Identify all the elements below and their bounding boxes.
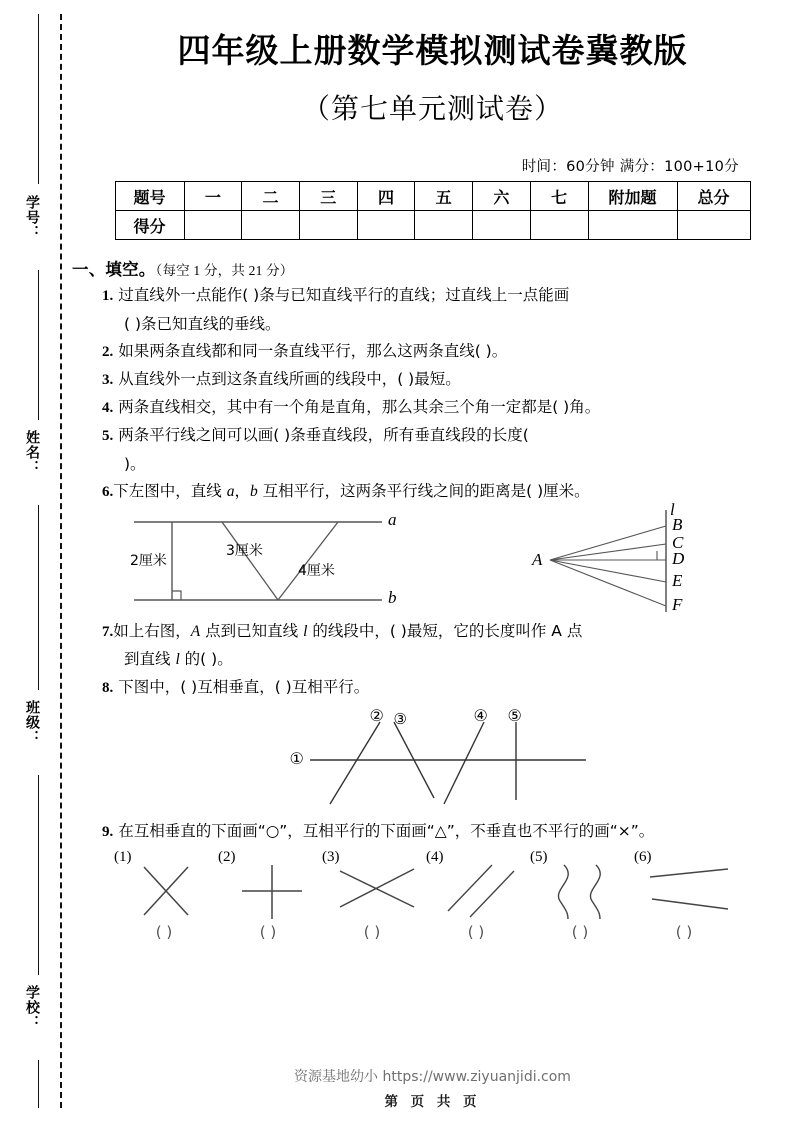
x-cross-wide-icon bbox=[330, 863, 422, 921]
question-text: 两条直线相交，其中有一个角是直角，那么其余三个角一定都是( )角。 bbox=[118, 398, 601, 417]
figure-item-4 bbox=[426, 849, 526, 953]
question-text: ， bbox=[234, 481, 250, 500]
answer-blank[interactable]: ( ) bbox=[363, 922, 381, 941]
segment-label-4cm: 4厘米 bbox=[298, 562, 335, 579]
figure-tag: (5) bbox=[530, 848, 548, 865]
question-2 bbox=[102, 339, 793, 364]
question-7-line2 bbox=[124, 647, 793, 672]
question-text: 在互相垂直的下面画“○”，互相平行的下面画“△”，不垂直也不平行的画“×”。 bbox=[118, 822, 655, 841]
line-label-5: ⑤ bbox=[507, 708, 522, 726]
footer-page-number: 第 页 共 页 bbox=[384, 1094, 481, 1110]
question-number: 9. bbox=[102, 824, 114, 841]
table-cell: 四 bbox=[357, 182, 415, 211]
score-input-cell[interactable] bbox=[588, 211, 677, 240]
question-text: 下左图中，直线 bbox=[113, 481, 227, 500]
plus-cross-icon bbox=[226, 863, 318, 921]
question-number: 6. bbox=[102, 483, 114, 500]
line-label-a: a bbox=[388, 509, 397, 529]
score-input-cell[interactable] bbox=[415, 211, 473, 240]
question-text: 互相平行，这两条平行线之间的距离是( )厘米。 bbox=[257, 481, 590, 500]
question-text: 过直线外一点能作( )条与已知直线平行的直线；过直线上一点能画 bbox=[118, 286, 570, 305]
question-text: 下图中，( )互相垂直，( )互相平行。 bbox=[118, 678, 370, 697]
question-text: 到直线 bbox=[124, 650, 176, 669]
question-6 bbox=[102, 479, 793, 504]
score-input-cell[interactable] bbox=[357, 211, 415, 240]
question-8 bbox=[102, 675, 793, 700]
exam-sheet bbox=[72, 0, 793, 1122]
margin-label-name: 姓名： bbox=[24, 430, 40, 475]
score-table bbox=[115, 181, 751, 240]
figure-parallel-lines-ab bbox=[130, 508, 430, 612]
question-text: 两条平行线之间可以画( )条垂直线段，所有垂直线段的长度( bbox=[118, 426, 529, 445]
table-cell: 七 bbox=[530, 182, 588, 211]
question-1-line2 bbox=[124, 312, 793, 336]
table-cell: 附加题 bbox=[588, 182, 677, 211]
figure-item-2 bbox=[218, 849, 318, 953]
line-label-b: b bbox=[388, 587, 397, 607]
answer-blank[interactable]: ( ) bbox=[467, 922, 485, 941]
question-text: 的( )。 bbox=[179, 650, 233, 669]
binding-margin bbox=[0, 0, 72, 1122]
question-7 bbox=[102, 619, 793, 644]
figure-tag: (6) bbox=[634, 848, 652, 865]
curves-icon bbox=[538, 863, 630, 921]
question-text: 如上右图， bbox=[113, 621, 191, 640]
variable-a: a bbox=[226, 482, 235, 500]
point-label-B: B bbox=[672, 514, 683, 534]
parallel-slant-icon bbox=[434, 863, 526, 921]
score-input-cell[interactable] bbox=[299, 211, 357, 240]
answer-blank[interactable]: ( ) bbox=[571, 922, 589, 941]
question-6-figures bbox=[72, 499, 793, 616]
answer-blank[interactable]: ( ) bbox=[259, 922, 277, 941]
question-number: 5. bbox=[102, 428, 114, 445]
table-cell: 六 bbox=[473, 182, 531, 211]
line-label-2: ② bbox=[369, 708, 384, 726]
question-9 bbox=[102, 819, 793, 844]
score-input-cell[interactable] bbox=[473, 211, 531, 240]
margin-rule bbox=[38, 270, 39, 420]
figure-fan-svg bbox=[524, 504, 714, 616]
table-cell: 题号 bbox=[115, 182, 184, 211]
answer-blank[interactable]: ( ) bbox=[155, 922, 173, 941]
segment-label-3cm: 3厘米 bbox=[226, 542, 263, 559]
question-number: 1. bbox=[102, 288, 114, 305]
margin-label-class: 班级： bbox=[24, 700, 40, 745]
margin-rule bbox=[38, 1060, 39, 1108]
figure-item-3 bbox=[322, 849, 422, 953]
line-label-1: ① bbox=[289, 751, 304, 769]
table-cell: 五 bbox=[415, 182, 473, 211]
score-input-cell[interactable] bbox=[530, 211, 588, 240]
figure-item-1 bbox=[114, 849, 214, 953]
figure-tag: (4) bbox=[426, 848, 444, 865]
converging-lines-icon bbox=[642, 863, 734, 921]
question-5 bbox=[102, 423, 793, 448]
table-row bbox=[115, 182, 750, 211]
question-5-line2 bbox=[124, 452, 793, 476]
point-label-F: F bbox=[672, 594, 683, 614]
figure-lines-svg bbox=[268, 704, 598, 816]
score-input-cell[interactable] bbox=[184, 211, 242, 240]
question-8-figure bbox=[268, 704, 598, 816]
figure-tag: (3) bbox=[322, 848, 340, 865]
line-label-3: ③ bbox=[393, 712, 407, 729]
page-subtitle: （第七单元测试卷） bbox=[301, 92, 563, 126]
line-label-l: l bbox=[670, 499, 675, 519]
margin-rule bbox=[38, 505, 39, 690]
segment-label-2cm: 2厘米 bbox=[130, 552, 167, 569]
page-title: 四年级上册数学模拟测试卷冀教版 bbox=[177, 31, 688, 70]
question-3 bbox=[102, 367, 793, 392]
question-4 bbox=[102, 395, 793, 420]
table-cell: 二 bbox=[242, 182, 300, 211]
variable-l: l bbox=[175, 651, 180, 669]
line-label-4: ④ bbox=[473, 708, 488, 726]
variable-b: b bbox=[249, 482, 258, 500]
question-9-figures bbox=[114, 849, 754, 953]
point-label-E: E bbox=[672, 570, 683, 590]
question-text: ( )条已知直线的垂线。 bbox=[124, 314, 281, 333]
question-number: 2. bbox=[102, 343, 114, 360]
question-text: 的线段中，( )最短，它的长度叫作 A 点 bbox=[307, 621, 583, 640]
footer-source: 资源基地幼小 https://www.ziyuanjidi.com bbox=[294, 1069, 571, 1085]
section-heading-fill-blank bbox=[72, 256, 793, 280]
table-cell: 一 bbox=[184, 182, 242, 211]
figure-item-6 bbox=[634, 849, 734, 953]
score-input-cell[interactable] bbox=[242, 211, 300, 240]
figure-point-a-to-line-l bbox=[524, 499, 714, 616]
figure-parallel-lines-svg bbox=[130, 508, 430, 612]
question-number: 7. bbox=[102, 623, 114, 640]
score-input-cell[interactable] bbox=[677, 211, 750, 240]
variable-A: A bbox=[190, 622, 201, 640]
question-text: )。 bbox=[124, 454, 146, 473]
variable-l: l bbox=[303, 622, 308, 640]
figure-tag: (1) bbox=[114, 848, 132, 865]
question-number: 3. bbox=[102, 371, 114, 388]
question-number: 8. bbox=[102, 680, 114, 697]
point-label-A: A bbox=[532, 549, 543, 569]
point-label-C: C bbox=[672, 532, 684, 552]
figure-item-5 bbox=[530, 849, 630, 953]
question-text: 点到已知直线 bbox=[200, 621, 304, 640]
question-number: 4. bbox=[102, 400, 114, 417]
x-cross-icon bbox=[122, 863, 214, 921]
question-text: 从直线外一点到这条直线所画的线段中，( )最短。 bbox=[118, 369, 461, 388]
table-cell: 三 bbox=[299, 182, 357, 211]
exam-meta: 时间：60分钟 满分：100+10分 bbox=[521, 159, 739, 176]
table-row bbox=[115, 211, 750, 240]
question-text: 如果两条直线都和同一条直线平行，那么这两条直线( )。 bbox=[118, 341, 508, 360]
margin-label-school: 学校： bbox=[24, 985, 40, 1030]
table-cell: 总分 bbox=[677, 182, 750, 211]
margin-label-student-id: 学号： bbox=[24, 195, 40, 240]
table-cell: 得分 bbox=[115, 211, 184, 240]
dashed-fold-line bbox=[60, 14, 62, 1108]
point-label-D: D bbox=[672, 548, 685, 568]
margin-rule bbox=[38, 775, 39, 975]
section-heading-label: 一、填空。 bbox=[72, 260, 156, 280]
margin-rule bbox=[38, 14, 39, 184]
answer-blank[interactable]: ( ) bbox=[675, 922, 693, 941]
question-1 bbox=[102, 283, 793, 308]
section-points: （每空 1 分，共 21 分） bbox=[155, 263, 294, 279]
figure-tag: (2) bbox=[218, 848, 236, 865]
